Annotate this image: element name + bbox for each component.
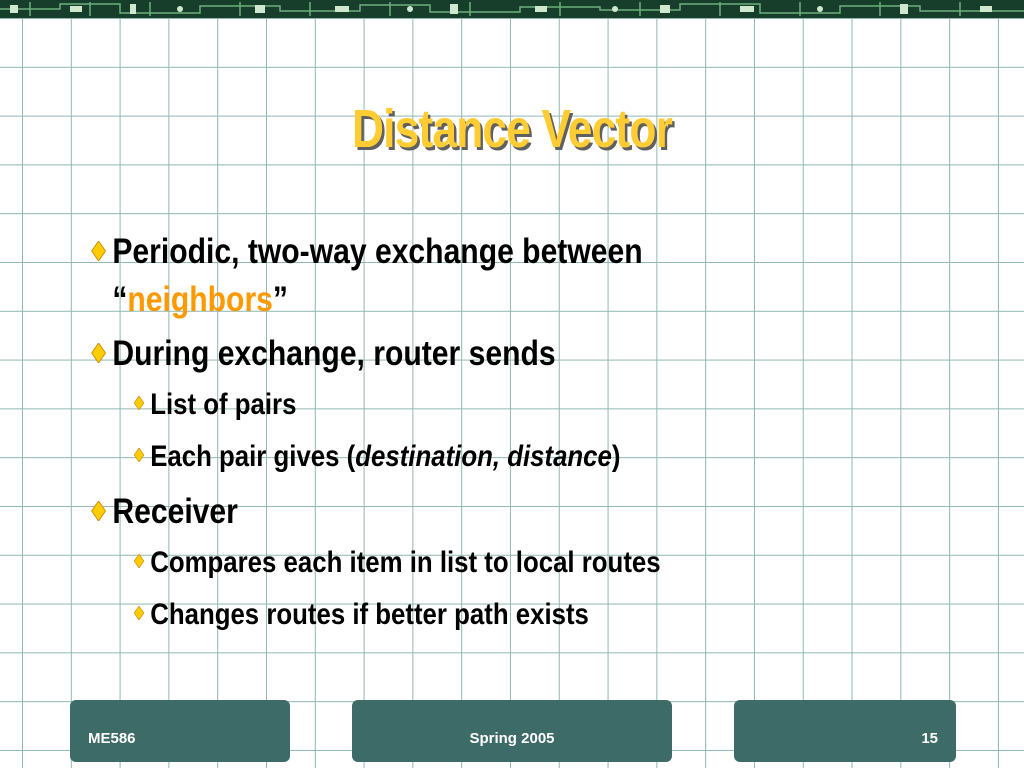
sub-bullet-text: Each pair gives ( (150, 440, 356, 473)
sub-bullet-item (90, 436, 924, 478)
sub-bullet-item (90, 594, 924, 636)
footer-term-label: Spring 2005 (469, 730, 555, 747)
bullet-item (90, 488, 886, 536)
highlighted-term: neighbors (127, 280, 273, 319)
footer-page-number (734, 700, 956, 762)
sub-bullet-item (90, 384, 924, 426)
diamond-bullet-icon (90, 501, 107, 521)
footer-page-number-label: 15 (921, 730, 938, 747)
diamond-bullet-icon (90, 343, 107, 363)
sub-bullet-suffix: ) (611, 440, 621, 473)
bullet-item (90, 228, 886, 324)
sub-bullet-text: Changes routes if better path exists (150, 598, 589, 631)
diamond-bullet-icon (133, 396, 145, 410)
footer-course (70, 700, 290, 762)
bullet-item (90, 330, 886, 378)
quote-open: “ (112, 280, 128, 319)
diamond-bullet-icon (133, 448, 145, 462)
slide-title: Distance Vector (352, 99, 672, 159)
diamond-bullet-icon (90, 241, 107, 261)
footer-course-label: ME586 (88, 730, 136, 747)
circuit-board-icon (0, 0, 1024, 18)
diamond-bullet-icon (133, 554, 145, 568)
sub-bullet-text: List of pairs (150, 388, 297, 421)
bullet-text: During exchange, router sends (112, 334, 556, 373)
bullet-text: Periodic, two-way exchange between (112, 232, 643, 271)
sub-bullet-text: Compares each item in list to local routes (150, 546, 661, 579)
diamond-bullet-icon (133, 606, 145, 620)
italic-term: destination, distance (355, 440, 612, 473)
bullet-text: Receiver (112, 492, 238, 531)
bullet-list (90, 228, 950, 646)
sub-bullet-item (90, 542, 924, 584)
quote-close: ” (272, 280, 288, 319)
footer-term (352, 700, 672, 762)
